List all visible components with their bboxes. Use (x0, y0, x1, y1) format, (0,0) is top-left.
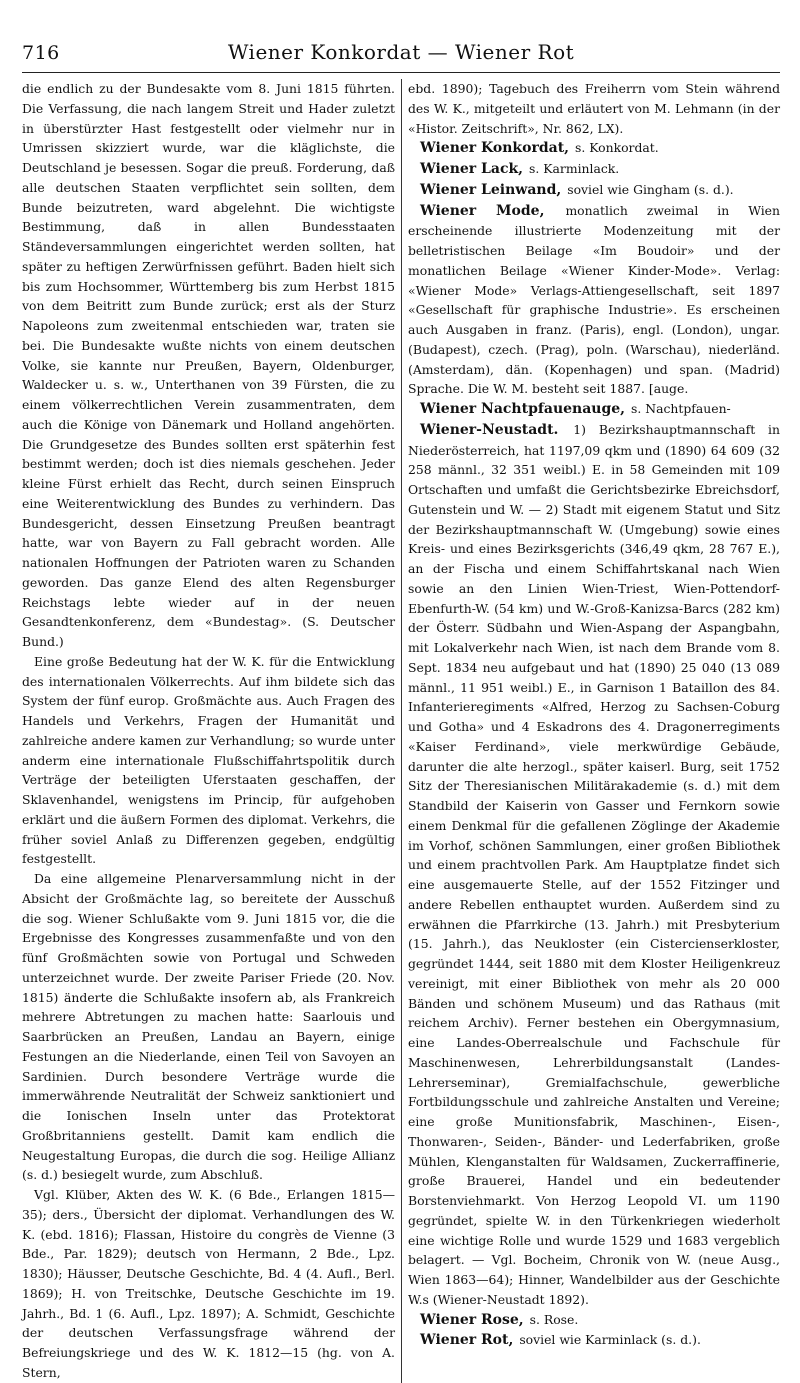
dictionary-page (22, 40, 780, 1383)
entry-text: s. Karminlack. (529, 161, 620, 176)
dictionary-entry (408, 138, 780, 159)
dictionary-entry (408, 159, 780, 180)
entry-text: s. Rose. (529, 1311, 579, 1327)
page-header (22, 40, 780, 73)
paragraph: Vgl. Klüber, Akten des W. K. (6 Bde., Erlangen 1815—35); ders., Übersicht der diplomat. Verhandlungen des W. K. (ebd. 1816); Flassan, Histoire du congrès de Vienne (3 Bde., Par. 1829); deutsch von Hermann, 2 Bde., Lpz. 1830); Häusser, Deutsche Geschichte, Bd. 4 (4. Aufl., Berl. 1869); H. von Treitschke, Deutsche Geschichte im 19. Jahrh., Bd. 1 (6. Aufl., Lpz. 1897); A. Schmidt, Geschichte der deutschen Verfassungsfrage während der Befreiungskriege und des W. K. 1812—15 (hg. von A. Stern, (22, 1187, 395, 1380)
entry-headword: Wiener Rot, (420, 1332, 514, 1349)
paragraph: Da eine allgemeine Plenarversammlung nicht in der Absicht der Großmächte lag, so bereitete der Ausschuß die sog. Wiener Schlußakte vom 9. Juni 1815 vor, die die Ergebnisse des Kongresses zusammenfaßte und von den fünf Großmächten sowie von Portugal und Schweden unterzeichnet wurde. Der zweite Pariser Friede (20. Nov. 1815) änderte die Schlußakte insofern ab, als Frankreich mehrere Abtretungen zu machen hatte: Saarlouis und Saarbrücken an Preußen, Landau an Bayern, einige Festungen an die Niederlande, einen Teil von Savoyen an Sardinien. Durch besondere Verträge wurde die immerwährende Neutralität der Schweiz sanktioniert und die Ionischen Inseln unter das Protektorat Großbritanniens gestellt. Damit kam endlich die Neugestaltung Europas, die durch die sog. Heilige Allianz (s. d.) besiegelt wurde, zum Abschluß. (22, 871, 395, 1183)
entry-headword: Wiener Nachtpfauenauge, (420, 401, 626, 417)
entry-text: soviel wie Karminlack (s. d.). (519, 1332, 701, 1348)
dictionary-entry (408, 180, 780, 201)
right-column (402, 79, 780, 1383)
entry-text: s. Konkordat. (574, 140, 659, 156)
page-number: 716 (22, 42, 60, 64)
dictionary-entry (408, 1310, 780, 1331)
entry-text: 1) Bezirkshauptmannschaft in Niederösterreich, hat 1197,09 qkm und (1890) 64 609 (32 258 männl., 32 351 weibl.) E. in 58 Gemeinden mit 109 Ortschaften und umfaßt die Gerichtsbezirke Ebreichsdorf, Gutenstein und W. — 2) Stadt mit eigenem Statut und Sitz der Bezirkshauptmannschaft W. (Umgebung) sowie eines Kreis- und eines Bezirksgerichts (346,49 qkm, 28 767 E.), an der Fischa und einem Schiffahrtskanal nach Wien sowie an den Linien Wien-Triest, Wien-Pottendorf-Ebenfurth-W. (54 km) und W.-Groß-Kanizsa-Barcs (282 km) der Österr. Südbahn und Wien-Aspang der Aspangbahn, mit Lokalverkehr nach Wien, ist nach dem Brande vom 8. Sept. 1834 neu aufgebaut und hat (1890) 25 040 (13 089 männl., 11 951 weibl.) E., in Garnison 1 Bataillon des 84. Infanterieregiments «Alfred, Herzog zu Sachsen-Coburg und Gotha» und 4 Eskadrons des 4. Dragonerregiments «Kaiser Ferdinand», viele merkwürdige Gebäude, darunter die alte herzogl., später kaiserl. Burg, seit 1752 Sitz der Theresianischen Militärakademie (s. d.) mit dem Standbild der Kaiserin von Gasser und Fernkorn sowie einem Denkmal für die gefallenen Zöglinge der Akademie im Vorhof, schönen Sammlungen, einer großen Bibliothek und einem prachtvollen Park. Am Hauptplatze findet sich eine ausgemauerte Stelle, auf der 1552 Fitzinger und andere Rebellen enthauptet wurden. Außerdem sind zu erwähnen die Pfarrkirche (13. Jahrh.) mit Presbyterium (15. Jahrh.), das Neukloster (ein Cistercienserkloster, gegründet 1444, seit 1880 mit dem Kloster Heiligenkreuz vereinigt, mit einer Bibliothek von mehr als 20 000 Bänden und schönem Museum) und das Rathaus (mit reichem Archiv). Ferner bestehen ein Obergymnasium, eine Landes-Oberrealschule und Fachschule für Maschinenwesen, Lehrerbildungsanstalt (Landes-Lehrerseminar), Gremialfachschule, gewerbliche Fortbildungsschule und zahlreiche Anstalten und Vereine; eine große Munitionsfabrik, Maschinen-, Eisen-, Thonwaren-, Seiden-, Bänder- und Lederfabriken, große Mühlen, Klenganstalten für Waldsamen, Zuckerraffinerie, große Brauerei, Handel und ein bedeutender Borstenviehmarkt. Von Herzog Leopold VI. um 1190 gegründet, spielte W. in den Türkenkriegen wiederholt eine wichtige Rolle und wurde 1529 und 1683 vergeblich belagert. — Vgl. Bocheim, Chronik von W. (neue Ausg., Wien 1863—64); Hinner, Wandelbilder aus der Geschichte W.s (Wiener-Neustadt 1892). (408, 421, 780, 1307)
entry-text: s. Nachtpfauen- (631, 401, 731, 416)
entry-text: monatlich zweimal in Wien erscheinende illustrierte Modenzeitung mit der belletristischen Beilage «Im Boudoir» und der monatlichen Beilage «Wiener Kinder-Mode». Verlag: «Wiener Mode» Verlags-Attiengesellschaft, seit 1897 «Gesellschaft für graphische Industrie». Es erscheinen auch Ausgaben in franz. (Paris), engl. (London), ungar. (Budapest), czech. (Prag), poln. (Warschau), niederländ. (Amsterdam), dän. (Kopenhagen) und span. (Madrid) Sprache. Die W. M. besteht seit 1887. [auge. (408, 202, 780, 397)
entry-headword: Wiener Rose, (420, 1311, 524, 1328)
dictionary-entry (408, 201, 780, 400)
entry-headword: Wiener Konkordat, (420, 140, 570, 157)
entry-headword: Wiener Mode, (420, 202, 545, 219)
entry-headword: Wiener Leinwand, (420, 181, 562, 198)
dictionary-entry (408, 399, 780, 420)
running-head: Wiener Konkordat — Wiener Rot (227, 40, 575, 64)
continuation-text: ebd. 1890); Tagebuch des Freiherrn vom Stein während des W. K., mitgeteilt und erläutert von M. Lehmann (in der «Histor. Zeitschrift», Nr. 862, LX). (408, 81, 780, 136)
dictionary-entry (408, 420, 780, 1310)
dictionary-entry (408, 1330, 780, 1351)
paragraph: die endlich zu der Bundesakte vom 8. Juni 1815 führten. Die Verfassung, die nach langem Streit und Hader zuletzt in überstürzter Hast festgestellt oder vielmehr nur in Umrissen skizziert wurde, war die kläglichste, die Deutschland je besessen. Sogar die preuß. Forderung, daß alle deutschen Staaten verpflichtet sein sollten, dem Bunde beizutreten, ward abgelehnt. Die wichtigste Bestimmung, daß in allen Bundesstaaten Ständeversammlungen eingerichtet werden sollten, hat später zu heftigen Zerwürfnissen geführt. Baden hielt sich bis zum Hochsommer, Württemberg bis zum Herbst 1815 von dem Beitritt zum Bunde zurück; erst als der Sturz Napoleons zum zweitenmal entschieden war, traten sie bei. Die Bundesakte wußte nichts von einem deutschen Volke, sie kannte nur Preußen, Bayern, Oldenburger, Waldecker u. s. w., Unterthanen von 39 Fürsten, die zu einem völkerrechtlichen Verein zusammentraten, dem auch die Könige von Dänemark und Holland angehörten. Die Grundgesetze des Bundes sollten erst späterhin fest bestimmt werden; doch ist dies niemals geschehen. Jeder kleine Fürst erhielt das Recht, durch seinen Einspruch eine Weiterentwicklung des Bundes zu verhindern. Das Bundesgericht, dessen Einsetzung Preußen beantragt hatte, war von Bayern zu Fall gebracht worden. Alle nationalen Hoffnungen der Patrioten waren zu Schanden geworden. Das ganze Elend des alten Regensburger Reichstags lebte wieder auf in der neuen Gesandtenkonferenz, dem «Bundestag». (S. Deutscher Bund.) (22, 81, 395, 649)
text-columns (22, 79, 780, 1383)
entry-headword: Wiener-Neustadt. (420, 421, 559, 438)
entry-text: soviel wie Gingham (s. d.). (567, 181, 734, 197)
paragraph: Eine große Bedeutung hat der W. K. für die Entwicklung des internationalen Völkerrechts. Auf ihm bildete sich das System der fünf europ. Großmächte aus. Auch Fragen des Handels und Verkehrs, Fragen der Humanität und zahlreiche andere kamen zur Verhandlung; so wurde unter anderm eine internationale Flußschiffahrtspolitik durch Verträge der beteiligten Uferstaaten geschaffen, der Sklavenhandel, wenigstens im Princip, für aufgehoben erklärt und die äußern Formen des diplomat. Verkehrs, die früher soviel Anlaß zu Differenzen gegeben, endgültig festgestellt. (22, 653, 395, 867)
left-column (22, 79, 402, 1383)
entry-headword: Wiener Lack, (420, 161, 524, 177)
